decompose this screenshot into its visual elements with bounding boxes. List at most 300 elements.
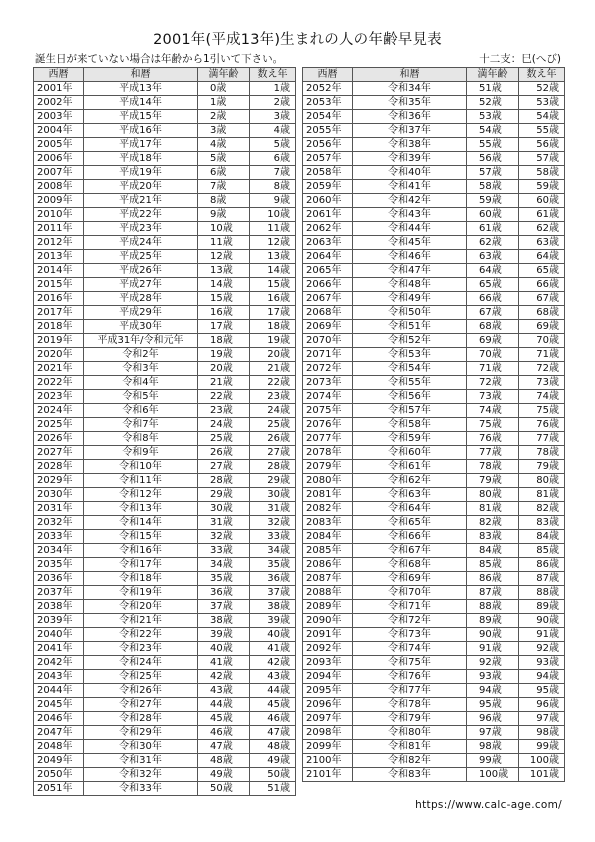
cell-man-nenrei: 2歳 bbox=[198, 110, 250, 124]
cell-wareki: 令和61年 bbox=[353, 460, 467, 474]
table-row bbox=[303, 418, 565, 432]
cell-seireki: 2033年 bbox=[34, 530, 84, 544]
cell-kazoe-doshi: 24歳 bbox=[250, 404, 296, 418]
table-row bbox=[34, 418, 296, 432]
table-row bbox=[34, 124, 296, 138]
cell-man-nenrei: 32歳 bbox=[198, 530, 250, 544]
cell-kazoe-doshi: 63歳 bbox=[519, 236, 565, 250]
table-row bbox=[303, 264, 565, 278]
cell-kazoe-doshi: 17歳 bbox=[250, 306, 296, 320]
table-row bbox=[34, 740, 296, 754]
cell-man-nenrei: 72歳 bbox=[467, 376, 519, 390]
cell-kazoe-doshi: 82歳 bbox=[519, 502, 565, 516]
cell-wareki: 令和67年 bbox=[353, 544, 467, 558]
cell-kazoe-doshi: 98歳 bbox=[519, 726, 565, 740]
cell-man-nenrei: 60歳 bbox=[467, 208, 519, 222]
table-row bbox=[34, 768, 296, 782]
cell-man-nenrei: 76歳 bbox=[467, 432, 519, 446]
cell-kazoe-doshi: 87歳 bbox=[519, 572, 565, 586]
header-seireki: 西暦 bbox=[34, 68, 84, 82]
cell-man-nenrei: 85歳 bbox=[467, 558, 519, 572]
table-row bbox=[34, 698, 296, 712]
cell-man-nenrei: 33歳 bbox=[198, 544, 250, 558]
age-table-left bbox=[33, 67, 296, 796]
cell-wareki: 令和60年 bbox=[353, 446, 467, 460]
cell-man-nenrei: 45歳 bbox=[198, 712, 250, 726]
cell-kazoe-doshi: 67歳 bbox=[519, 292, 565, 306]
cell-seireki: 2039年 bbox=[34, 614, 84, 628]
cell-wareki: 令和27年 bbox=[84, 698, 198, 712]
cell-wareki: 令和45年 bbox=[353, 236, 467, 250]
table-row bbox=[34, 404, 296, 418]
birthday-note: 誕生日が来ていない場合は年齢から1引いて下さい。 bbox=[35, 53, 284, 65]
table-row bbox=[303, 754, 565, 768]
cell-seireki: 2096年 bbox=[303, 698, 353, 712]
cell-wareki: 平成26年 bbox=[84, 264, 198, 278]
cell-wareki: 令和18年 bbox=[84, 572, 198, 586]
cell-man-nenrei: 26歳 bbox=[198, 446, 250, 460]
cell-man-nenrei: 16歳 bbox=[198, 306, 250, 320]
cell-wareki: 平成21年 bbox=[84, 194, 198, 208]
cell-seireki: 2056年 bbox=[303, 138, 353, 152]
cell-wareki: 令和5年 bbox=[84, 390, 198, 404]
table-row bbox=[303, 208, 565, 222]
cell-seireki: 2005年 bbox=[34, 138, 84, 152]
table-row bbox=[34, 754, 296, 768]
cell-wareki: 令和52年 bbox=[353, 334, 467, 348]
cell-seireki: 2079年 bbox=[303, 460, 353, 474]
cell-seireki: 2051年 bbox=[34, 782, 84, 796]
cell-man-nenrei: 96歳 bbox=[467, 712, 519, 726]
cell-man-nenrei: 39歳 bbox=[198, 628, 250, 642]
cell-kazoe-doshi: 9歳 bbox=[250, 194, 296, 208]
cell-kazoe-doshi: 37歳 bbox=[250, 586, 296, 600]
cell-kazoe-doshi: 19歳 bbox=[250, 334, 296, 348]
cell-man-nenrei: 62歳 bbox=[467, 236, 519, 250]
cell-kazoe-doshi: 75歳 bbox=[519, 404, 565, 418]
cell-seireki: 2054年 bbox=[303, 110, 353, 124]
header-wareki: 和暦 bbox=[84, 68, 198, 82]
cell-kazoe-doshi: 74歳 bbox=[519, 390, 565, 404]
cell-seireki: 2009年 bbox=[34, 194, 84, 208]
cell-man-nenrei: 41歳 bbox=[198, 656, 250, 670]
table-row bbox=[303, 740, 565, 754]
cell-man-nenrei: 22歳 bbox=[198, 390, 250, 404]
cell-kazoe-doshi: 91歳 bbox=[519, 628, 565, 642]
cell-wareki: 平成27年 bbox=[84, 278, 198, 292]
cell-wareki: 平成14年 bbox=[84, 96, 198, 110]
cell-man-nenrei: 0歳 bbox=[198, 82, 250, 96]
cell-seireki: 2041年 bbox=[34, 642, 84, 656]
table-row bbox=[303, 474, 565, 488]
cell-kazoe-doshi: 69歳 bbox=[519, 320, 565, 334]
cell-kazoe-doshi: 14歳 bbox=[250, 264, 296, 278]
table-row bbox=[34, 446, 296, 460]
cell-kazoe-doshi: 62歳 bbox=[519, 222, 565, 236]
table-row bbox=[303, 250, 565, 264]
table-row bbox=[34, 264, 296, 278]
cell-seireki: 2037年 bbox=[34, 586, 84, 600]
cell-wareki: 令和44年 bbox=[353, 222, 467, 236]
cell-seireki: 2011年 bbox=[34, 222, 84, 236]
cell-man-nenrei: 40歳 bbox=[198, 642, 250, 656]
table-row bbox=[303, 684, 565, 698]
cell-wareki: 令和31年 bbox=[84, 754, 198, 768]
cell-seireki: 2050年 bbox=[34, 768, 84, 782]
table-row bbox=[34, 222, 296, 236]
cell-kazoe-doshi: 73歳 bbox=[519, 376, 565, 390]
table-row bbox=[34, 180, 296, 194]
cell-kazoe-doshi: 101歳 bbox=[519, 768, 565, 782]
cell-wareki: 平成19年 bbox=[84, 166, 198, 180]
header-kazoe-doshi: 数え年 bbox=[519, 68, 565, 82]
cell-wareki: 令和65年 bbox=[353, 516, 467, 530]
cell-man-nenrei: 84歳 bbox=[467, 544, 519, 558]
cell-man-nenrei: 93歳 bbox=[467, 670, 519, 684]
cell-kazoe-doshi: 7歳 bbox=[250, 166, 296, 180]
cell-wareki: 令和28年 bbox=[84, 712, 198, 726]
cell-man-nenrei: 82歳 bbox=[467, 516, 519, 530]
table-row bbox=[303, 530, 565, 544]
table-row bbox=[34, 712, 296, 726]
cell-man-nenrei: 69歳 bbox=[467, 334, 519, 348]
cell-man-nenrei: 23歳 bbox=[198, 404, 250, 418]
cell-man-nenrei: 49歳 bbox=[198, 768, 250, 782]
cell-kazoe-doshi: 100歳 bbox=[519, 754, 565, 768]
cell-kazoe-doshi: 58歳 bbox=[519, 166, 565, 180]
table-row bbox=[34, 544, 296, 558]
cell-wareki: 令和46年 bbox=[353, 250, 467, 264]
table-row bbox=[34, 726, 296, 740]
cell-wareki: 令和38年 bbox=[353, 138, 467, 152]
cell-man-nenrei: 11歳 bbox=[198, 236, 250, 250]
table-row bbox=[303, 292, 565, 306]
header-wareki: 和暦 bbox=[353, 68, 467, 82]
cell-seireki: 2017年 bbox=[34, 306, 84, 320]
cell-wareki: 令和50年 bbox=[353, 306, 467, 320]
table-row bbox=[34, 530, 296, 544]
cell-wareki: 令和29年 bbox=[84, 726, 198, 740]
cell-kazoe-doshi: 42歳 bbox=[250, 656, 296, 670]
cell-man-nenrei: 92歳 bbox=[467, 656, 519, 670]
cell-seireki: 2018年 bbox=[34, 320, 84, 334]
cell-man-nenrei: 9歳 bbox=[198, 208, 250, 222]
cell-wareki: 令和30年 bbox=[84, 740, 198, 754]
cell-wareki: 令和20年 bbox=[84, 600, 198, 614]
cell-man-nenrei: 63歳 bbox=[467, 250, 519, 264]
cell-man-nenrei: 46歳 bbox=[198, 726, 250, 740]
cell-wareki: 平成16年 bbox=[84, 124, 198, 138]
cell-seireki: 2036年 bbox=[34, 572, 84, 586]
cell-kazoe-doshi: 64歳 bbox=[519, 250, 565, 264]
cell-man-nenrei: 24歳 bbox=[198, 418, 250, 432]
cell-man-nenrei: 12歳 bbox=[198, 250, 250, 264]
table-row bbox=[34, 502, 296, 516]
cell-kazoe-doshi: 89歳 bbox=[519, 600, 565, 614]
cell-man-nenrei: 25歳 bbox=[198, 432, 250, 446]
cell-seireki: 2088年 bbox=[303, 586, 353, 600]
cell-kazoe-doshi: 46歳 bbox=[250, 712, 296, 726]
cell-wareki: 平成13年 bbox=[84, 82, 198, 96]
table-row bbox=[34, 152, 296, 166]
cell-seireki: 2071年 bbox=[303, 348, 353, 362]
table-row bbox=[34, 390, 296, 404]
cell-seireki: 2068年 bbox=[303, 306, 353, 320]
cell-man-nenrei: 59歳 bbox=[467, 194, 519, 208]
cell-wareki: 平成15年 bbox=[84, 110, 198, 124]
cell-man-nenrei: 30歳 bbox=[198, 502, 250, 516]
cell-wareki: 令和24年 bbox=[84, 656, 198, 670]
cell-seireki: 2082年 bbox=[303, 502, 353, 516]
table-row bbox=[303, 614, 565, 628]
table-row bbox=[303, 586, 565, 600]
cell-man-nenrei: 37歳 bbox=[198, 600, 250, 614]
cell-wareki: 令和48年 bbox=[353, 278, 467, 292]
cell-man-nenrei: 42歳 bbox=[198, 670, 250, 684]
cell-man-nenrei: 99歳 bbox=[467, 754, 519, 768]
cell-kazoe-doshi: 13歳 bbox=[250, 250, 296, 264]
cell-seireki: 2077年 bbox=[303, 432, 353, 446]
cell-man-nenrei: 54歳 bbox=[467, 124, 519, 138]
table-row bbox=[303, 656, 565, 670]
table-row bbox=[34, 194, 296, 208]
cell-man-nenrei: 31歳 bbox=[198, 516, 250, 530]
table-row bbox=[303, 166, 565, 180]
table-row bbox=[303, 110, 565, 124]
cell-wareki: 令和82年 bbox=[353, 754, 467, 768]
cell-wareki: 令和56年 bbox=[353, 390, 467, 404]
cell-kazoe-doshi: 57歳 bbox=[519, 152, 565, 166]
cell-seireki: 2059年 bbox=[303, 180, 353, 194]
cell-seireki: 2038年 bbox=[34, 600, 84, 614]
table-row bbox=[303, 712, 565, 726]
cell-seireki: 2080年 bbox=[303, 474, 353, 488]
cell-seireki: 2026年 bbox=[34, 432, 84, 446]
table-row bbox=[303, 320, 565, 334]
cell-man-nenrei: 73歳 bbox=[467, 390, 519, 404]
cell-kazoe-doshi: 18歳 bbox=[250, 320, 296, 334]
cell-man-nenrei: 51歳 bbox=[467, 82, 519, 96]
cell-wareki: 令和14年 bbox=[84, 516, 198, 530]
cell-kazoe-doshi: 84歳 bbox=[519, 530, 565, 544]
cell-kazoe-doshi: 60歳 bbox=[519, 194, 565, 208]
cell-wareki: 令和58年 bbox=[353, 418, 467, 432]
cell-man-nenrei: 5歳 bbox=[198, 152, 250, 166]
cell-man-nenrei: 14歳 bbox=[198, 278, 250, 292]
table-row bbox=[303, 488, 565, 502]
cell-seireki: 2099年 bbox=[303, 740, 353, 754]
cell-man-nenrei: 95歳 bbox=[467, 698, 519, 712]
table-row bbox=[34, 250, 296, 264]
cell-seireki: 2095年 bbox=[303, 684, 353, 698]
cell-man-nenrei: 17歳 bbox=[198, 320, 250, 334]
cell-kazoe-doshi: 32歳 bbox=[250, 516, 296, 530]
table-row bbox=[34, 432, 296, 446]
cell-wareki: 平成25年 bbox=[84, 250, 198, 264]
cell-wareki: 令和32年 bbox=[84, 768, 198, 782]
cell-man-nenrei: 78歳 bbox=[467, 460, 519, 474]
cell-kazoe-doshi: 48歳 bbox=[250, 740, 296, 754]
cell-wareki: 令和25年 bbox=[84, 670, 198, 684]
table-row bbox=[303, 628, 565, 642]
table-row bbox=[303, 390, 565, 404]
cell-man-nenrei: 10歳 bbox=[198, 222, 250, 236]
table-row bbox=[303, 222, 565, 236]
cell-wareki: 令和23年 bbox=[84, 642, 198, 656]
cell-man-nenrei: 67歳 bbox=[467, 306, 519, 320]
cell-wareki: 令和69年 bbox=[353, 572, 467, 586]
cell-kazoe-doshi: 1歳 bbox=[250, 82, 296, 96]
cell-seireki: 2070年 bbox=[303, 334, 353, 348]
table-row bbox=[34, 110, 296, 124]
cell-kazoe-doshi: 93歳 bbox=[519, 656, 565, 670]
cell-wareki: 平成28年 bbox=[84, 292, 198, 306]
cell-seireki: 2028年 bbox=[34, 460, 84, 474]
cell-kazoe-doshi: 36歳 bbox=[250, 572, 296, 586]
cell-man-nenrei: 61歳 bbox=[467, 222, 519, 236]
cell-man-nenrei: 28歳 bbox=[198, 474, 250, 488]
table-row bbox=[303, 768, 565, 782]
cell-man-nenrei: 20歳 bbox=[198, 362, 250, 376]
cell-kazoe-doshi: 30歳 bbox=[250, 488, 296, 502]
cell-kazoe-doshi: 44歳 bbox=[250, 684, 296, 698]
cell-seireki: 2057年 bbox=[303, 152, 353, 166]
cell-kazoe-doshi: 90歳 bbox=[519, 614, 565, 628]
cell-man-nenrei: 55歳 bbox=[467, 138, 519, 152]
cell-seireki: 2002年 bbox=[34, 96, 84, 110]
cell-man-nenrei: 29歳 bbox=[198, 488, 250, 502]
cell-kazoe-doshi: 51歳 bbox=[250, 782, 296, 796]
table-row bbox=[34, 348, 296, 362]
cell-wareki: 令和59年 bbox=[353, 432, 467, 446]
cell-kazoe-doshi: 16歳 bbox=[250, 292, 296, 306]
table-row bbox=[303, 194, 565, 208]
table-row bbox=[34, 320, 296, 334]
cell-wareki: 令和73年 bbox=[353, 628, 467, 642]
cell-kazoe-doshi: 59歳 bbox=[519, 180, 565, 194]
cell-man-nenrei: 58歳 bbox=[467, 180, 519, 194]
cell-man-nenrei: 53歳 bbox=[467, 110, 519, 124]
cell-kazoe-doshi: 66歳 bbox=[519, 278, 565, 292]
cell-kazoe-doshi: 38歳 bbox=[250, 600, 296, 614]
cell-seireki: 2025年 bbox=[34, 418, 84, 432]
cell-man-nenrei: 86歳 bbox=[467, 572, 519, 586]
cell-man-nenrei: 13歳 bbox=[198, 264, 250, 278]
cell-wareki: 令和42年 bbox=[353, 194, 467, 208]
cell-wareki: 平成30年 bbox=[84, 320, 198, 334]
cell-man-nenrei: 27歳 bbox=[198, 460, 250, 474]
cell-man-nenrei: 34歳 bbox=[198, 558, 250, 572]
cell-wareki: 平成31年/令和元年 bbox=[84, 334, 198, 348]
cell-seireki: 2035年 bbox=[34, 558, 84, 572]
cell-wareki: 令和35年 bbox=[353, 96, 467, 110]
table-row bbox=[303, 306, 565, 320]
cell-wareki: 令和41年 bbox=[353, 180, 467, 194]
cell-wareki: 令和34年 bbox=[353, 82, 467, 96]
cell-kazoe-doshi: 29歳 bbox=[250, 474, 296, 488]
cell-wareki: 平成20年 bbox=[84, 180, 198, 194]
cell-seireki: 2049年 bbox=[34, 754, 84, 768]
cell-kazoe-doshi: 43歳 bbox=[250, 670, 296, 684]
cell-kazoe-doshi: 72歳 bbox=[519, 362, 565, 376]
cell-man-nenrei: 19歳 bbox=[198, 348, 250, 362]
cell-man-nenrei: 6歳 bbox=[198, 166, 250, 180]
table-row bbox=[34, 278, 296, 292]
cell-seireki: 2100年 bbox=[303, 754, 353, 768]
cell-man-nenrei: 71歳 bbox=[467, 362, 519, 376]
cell-kazoe-doshi: 83歳 bbox=[519, 516, 565, 530]
cell-seireki: 2040年 bbox=[34, 628, 84, 642]
cell-wareki: 平成29年 bbox=[84, 306, 198, 320]
cell-seireki: 2055年 bbox=[303, 124, 353, 138]
cell-kazoe-doshi: 96歳 bbox=[519, 698, 565, 712]
cell-seireki: 2066年 bbox=[303, 278, 353, 292]
cell-seireki: 2045年 bbox=[34, 698, 84, 712]
table-row bbox=[34, 516, 296, 530]
cell-seireki: 2047年 bbox=[34, 726, 84, 740]
cell-man-nenrei: 3歳 bbox=[198, 124, 250, 138]
cell-kazoe-doshi: 45歳 bbox=[250, 698, 296, 712]
table-row bbox=[34, 82, 296, 96]
cell-wareki: 令和26年 bbox=[84, 684, 198, 698]
table-header-row bbox=[303, 68, 565, 82]
cell-kazoe-doshi: 54歳 bbox=[519, 110, 565, 124]
table-row bbox=[34, 362, 296, 376]
cell-wareki: 令和71年 bbox=[353, 600, 467, 614]
cell-man-nenrei: 36歳 bbox=[198, 586, 250, 600]
cell-seireki: 2001年 bbox=[34, 82, 84, 96]
cell-man-nenrei: 87歳 bbox=[467, 586, 519, 600]
header-kazoe-doshi: 数え年 bbox=[250, 68, 296, 82]
cell-seireki: 2089年 bbox=[303, 600, 353, 614]
cell-kazoe-doshi: 55歳 bbox=[519, 124, 565, 138]
cell-kazoe-doshi: 5歳 bbox=[250, 138, 296, 152]
table-row bbox=[303, 124, 565, 138]
cell-seireki: 2097年 bbox=[303, 712, 353, 726]
cell-man-nenrei: 74歳 bbox=[467, 404, 519, 418]
cell-man-nenrei: 64歳 bbox=[467, 264, 519, 278]
cell-kazoe-doshi: 23歳 bbox=[250, 390, 296, 404]
table-row bbox=[34, 460, 296, 474]
cell-wareki: 令和68年 bbox=[353, 558, 467, 572]
table-row bbox=[303, 460, 565, 474]
table-row bbox=[303, 600, 565, 614]
cell-wareki: 令和77年 bbox=[353, 684, 467, 698]
cell-wareki: 令和12年 bbox=[84, 488, 198, 502]
cell-kazoe-doshi: 68歳 bbox=[519, 306, 565, 320]
cell-wareki: 令和66年 bbox=[353, 530, 467, 544]
table-row bbox=[34, 166, 296, 180]
cell-man-nenrei: 97歳 bbox=[467, 726, 519, 740]
cell-kazoe-doshi: 41歳 bbox=[250, 642, 296, 656]
cell-wareki: 令和13年 bbox=[84, 502, 198, 516]
cell-kazoe-doshi: 20歳 bbox=[250, 348, 296, 362]
cell-kazoe-doshi: 76歳 bbox=[519, 418, 565, 432]
cell-man-nenrei: 79歳 bbox=[467, 474, 519, 488]
cell-wareki: 令和83年 bbox=[353, 768, 467, 782]
cell-kazoe-doshi: 65歳 bbox=[519, 264, 565, 278]
table-row bbox=[303, 432, 565, 446]
cell-kazoe-doshi: 49歳 bbox=[250, 754, 296, 768]
cell-kazoe-doshi: 10歳 bbox=[250, 208, 296, 222]
cell-man-nenrei: 94歳 bbox=[467, 684, 519, 698]
cell-seireki: 2098年 bbox=[303, 726, 353, 740]
cell-wareki: 令和9年 bbox=[84, 446, 198, 460]
cell-wareki: 令和3年 bbox=[84, 362, 198, 376]
cell-seireki: 2044年 bbox=[34, 684, 84, 698]
table-row bbox=[303, 82, 565, 96]
cell-wareki: 令和7年 bbox=[84, 418, 198, 432]
